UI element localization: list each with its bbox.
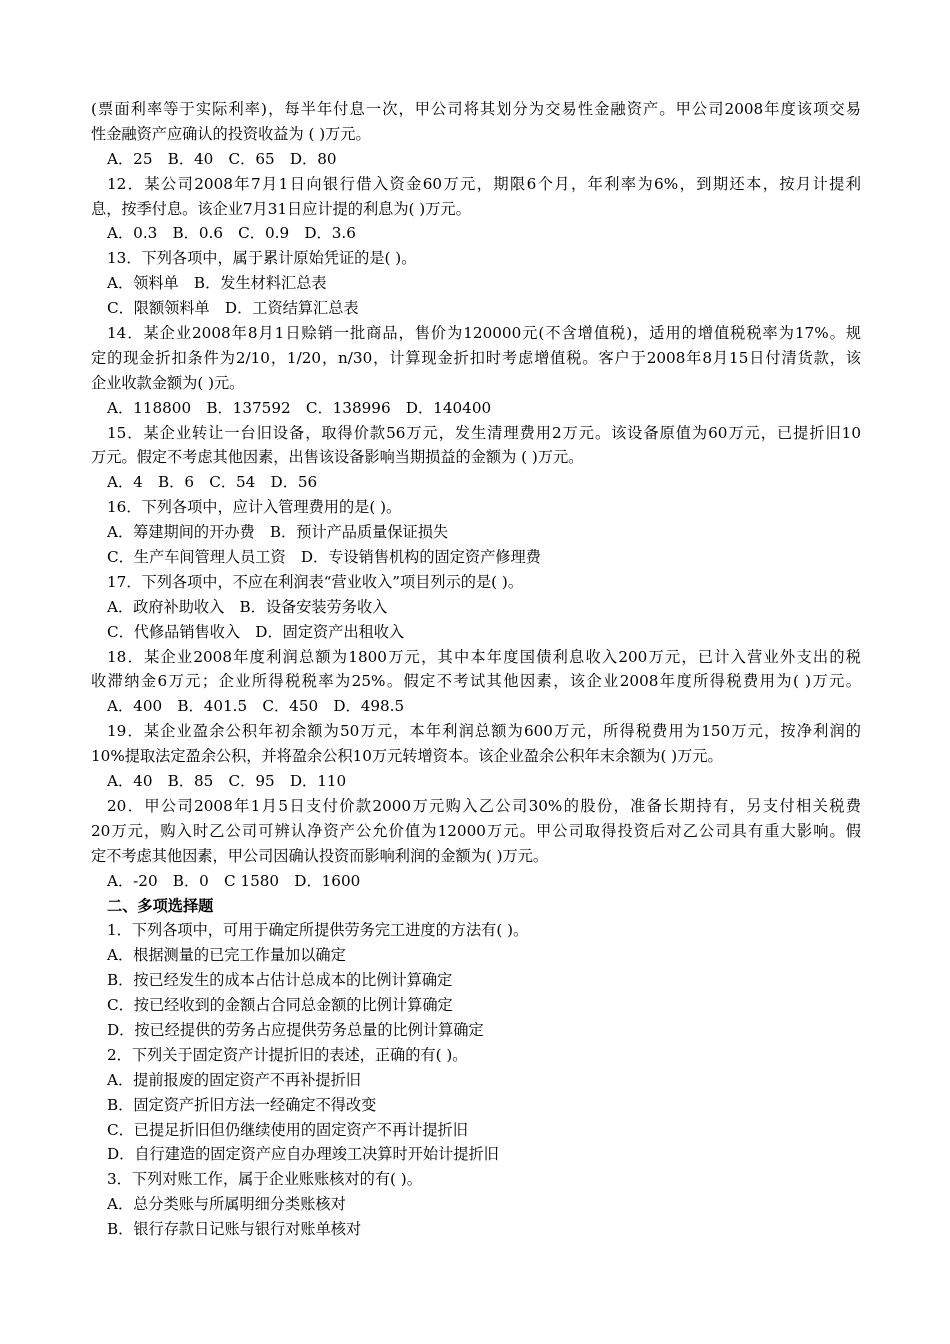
multi-question-3: 3．下列对账工作，属于企业账账核对的有( )。 <box>107 1170 422 1189</box>
question-14: 14．某企业2008年8月1日赊销一批商品，售价为120000元(不含增值税)，适用的增值税税率为17%。规 <box>107 324 861 343</box>
answer-option: A．根据测量的已完工作量加以确定 <box>107 946 346 965</box>
answer-options: C．代修品销售收入 D．固定资产出租收入 <box>107 622 405 641</box>
answer-option: B．银行存款日记账与银行对账单核对 <box>107 1220 362 1239</box>
question-16: 16．下列各项中，应计入管理费用的是( )。 <box>107 498 402 517</box>
question-12: 12．某公司2008年7月1日向银行借入资金60万元，期限6个月，年利率为6%，到期还本，按月计提利 <box>107 174 861 193</box>
answer-options: A．25 B．40 C．65 D．80 <box>107 149 337 168</box>
section-heading: 二、多项选择题 <box>107 896 214 915</box>
text-line: (票面利率等于实际利率)，每半年付息一次，甲公司将其划分为交易性金融资产。甲公司2008年度该项交易 <box>91 100 861 118</box>
answer-options: A．筹建期间的开办费 B．预计产品质量保证损失 <box>107 523 449 542</box>
answer-options: C．限额领料单 D．工资结算汇总表 <box>107 299 359 318</box>
multi-question-2: 2．下列关于固定资产计提折旧的表述，正确的有( )。 <box>107 1045 468 1064</box>
answer-options: A．-20 B．0 C 1580 D．1600 <box>107 871 361 890</box>
question-19: 19．某企业盈余公积年初余额为50万元，本年利润总额为600万元，所得税费用为150万元，按净利润的 <box>107 722 861 741</box>
text-line: 定的现金折扣条件为2/10，1/20，n/30，计算现金折扣时考虑增值税。客户于2008年8月15日付清货款，该 <box>91 348 861 367</box>
text-line: 息，按季付息。该企业7月31日应计提的利息为( )万元。 <box>91 199 471 218</box>
document-page <box>91 97 861 1242</box>
question-18: 18．某企业2008年度利润总额为1800万元，其中本年度国债利息收入200万元，已计入营业外支出的税 <box>107 647 861 666</box>
answer-option: A．提前报废的固定资产不再补提折旧 <box>107 1070 361 1089</box>
answer-options: A．领料单 B．发生材料汇总表 <box>107 274 327 293</box>
answer-option: D．按已经提供的劳务占应提供劳务总量的比例计算确定 <box>107 1020 484 1039</box>
answer-options: A．118800 B．137592 C．138996 D．140400 <box>107 398 492 417</box>
text-line: 万元。假定不考虑其他因素，出售该设备影响当期损益的金额为 ( )万元。 <box>91 448 584 467</box>
answer-options: A．0.3 B．0.6 C．0.9 D．3.6 <box>107 224 356 243</box>
multi-question-1: 1．下列各项中，可用于确定所提供劳务完工进度的方法有( )。 <box>107 921 529 940</box>
text-line: 定不考虑其他因素，甲公司因确认投资而影响利润的金额为( )万元。 <box>91 846 549 865</box>
question-17: 17．下列各项中，不应在利润表“营业收入”项目列示的是( )。 <box>107 572 524 591</box>
text-line: 10%提取法定盈余公积，并将盈余公积10万元转增资本。该企业盈余公积年末余额为( )万元。 <box>91 747 723 766</box>
question-13: 13．下列各项中，属于累计原始凭证的是( )。 <box>107 249 417 268</box>
answer-option: A．总分类账与所属明细分类账核对 <box>107 1195 346 1214</box>
answer-options: A．4 B．6 C．54 D．56 <box>107 473 318 492</box>
answer-option: B．按已经发生的成本占估计总成本的比例计算确定 <box>107 971 453 990</box>
question-20: 20．甲公司2008年1月5日支付价款2000万元购入乙公司30%的股份，准备长期持有，另支付相关税费 <box>107 796 861 815</box>
answer-option: B．固定资产折旧方法一经确定不得改变 <box>107 1095 377 1114</box>
answer-option: C．按已经收到的金额占合同总金额的比例计算确定 <box>107 996 453 1015</box>
answer-option: D．自行建造的固定资产应自办理竣工决算时开始计提折旧 <box>107 1145 499 1164</box>
answer-options: A．40 B．85 C．95 D．110 <box>107 772 347 791</box>
text-line: 企业收款金额为( )元。 <box>91 373 245 392</box>
answer-options: A．政府补助收入 B．设备安装劳务收入 <box>107 597 388 616</box>
answer-option: C．已提足折旧但仍继续使用的固定资产不再计提折旧 <box>107 1120 468 1139</box>
text-line: 收滞纳金6万元；企业所得税税率为25%。假定不考试其他因素，该企业2008年度所得税费用为( )万元。 <box>91 672 861 691</box>
answer-options: C．生产车间管理人员工资 D．专设销售机构的固定资产修理费 <box>107 548 541 567</box>
question-15: 15．某企业转让一台旧设备，取得价款56万元，发生清理费用2万元。该设备原值为60万元，已提折旧10 <box>107 423 861 442</box>
text-line: 性金融资产应确认的投资收益为 ( )万元。 <box>91 124 371 143</box>
answer-options: A．400 B．401.5 C．450 D．498.5 <box>107 697 405 716</box>
text-line: 20万元，购入时乙公司可辨认净资产公允价值为12000万元。甲公司取得投资后对乙公司具有重大影响。假 <box>91 821 861 840</box>
